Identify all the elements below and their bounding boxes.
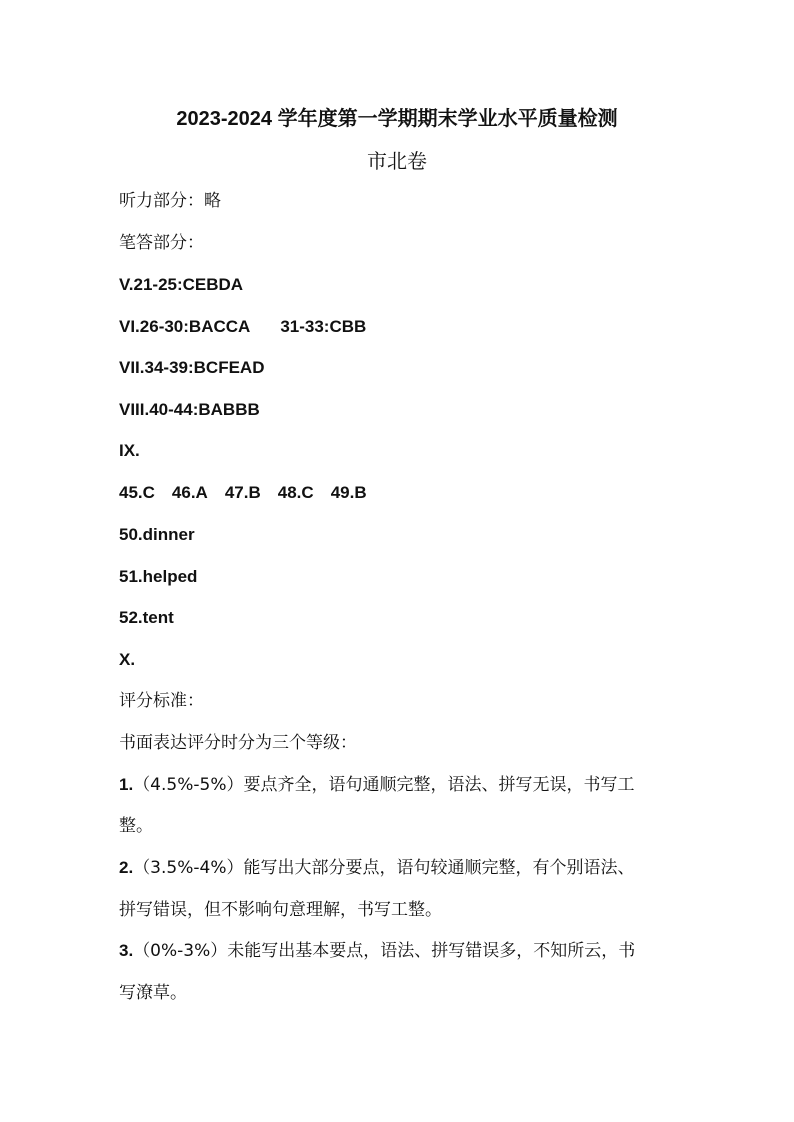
scoring-level-1 (119, 772, 634, 798)
answer-item: 47.B (224, 483, 261, 502)
answer-q51: 51.helped (119, 567, 198, 586)
level-text: （4.5%-5%）要点齐全，语句通顺完整，语法、拼写无误，书写工 (133, 775, 635, 795)
answer-vii: VII.34-39:BCFEAD (119, 358, 265, 377)
answer-item: 49.B (330, 483, 367, 502)
page-title: 2023-2024 学年度第一学期期末学业水平质量检测 (176, 108, 618, 130)
answer-q50: 50.dinner (119, 525, 195, 544)
listening-section: 听力部分：略 (119, 191, 221, 211)
answer-viii: VIII.40-44:BABBB (119, 400, 260, 419)
answer-q52: 52.tent (119, 608, 174, 627)
scoring-heading: 评分标准： (119, 691, 204, 711)
scoring-intro: 书面表达评分时分为三个等级： (119, 733, 357, 753)
answer-item: 46.A (171, 483, 208, 502)
level-text: （0%-3%）未能写出基本要点，语法、拼写错误多，不知所云，书 (133, 941, 636, 961)
scoring-level-2 (119, 855, 634, 881)
scoring-level-1-cont: 整。 (119, 816, 153, 836)
scoring-level-3-cont: 写潦草。 (119, 983, 187, 1003)
answer-x-heading: X. (119, 650, 136, 669)
answer-item: 45.C (119, 483, 155, 502)
answer-vi-part-b: 31-33:CBB (280, 317, 367, 336)
answer-vi-part-a: VI.26-30:BACCA (119, 317, 251, 336)
answer-ix-heading: IX. (119, 441, 140, 460)
level-number: 2. (119, 858, 134, 877)
page-subtitle: 市北卷 (367, 149, 427, 173)
scoring-level-2-cont: 拼写错误，但不影响句意理解，书写工整。 (119, 900, 442, 920)
level-number: 3. (119, 941, 134, 960)
level-text: （3.5%-4%）能写出大部分要点，语句较通顺完整，有个别语法、 (133, 858, 635, 878)
answer-v: V.21-25:CEBDA (119, 275, 244, 294)
answer-item: 48.C (277, 483, 314, 502)
level-number: 1. (119, 775, 134, 794)
answer-vi (119, 314, 366, 340)
scoring-level-3 (119, 938, 635, 964)
answer-ix-items (119, 480, 367, 506)
written-section: 笔答部分： (119, 233, 204, 253)
